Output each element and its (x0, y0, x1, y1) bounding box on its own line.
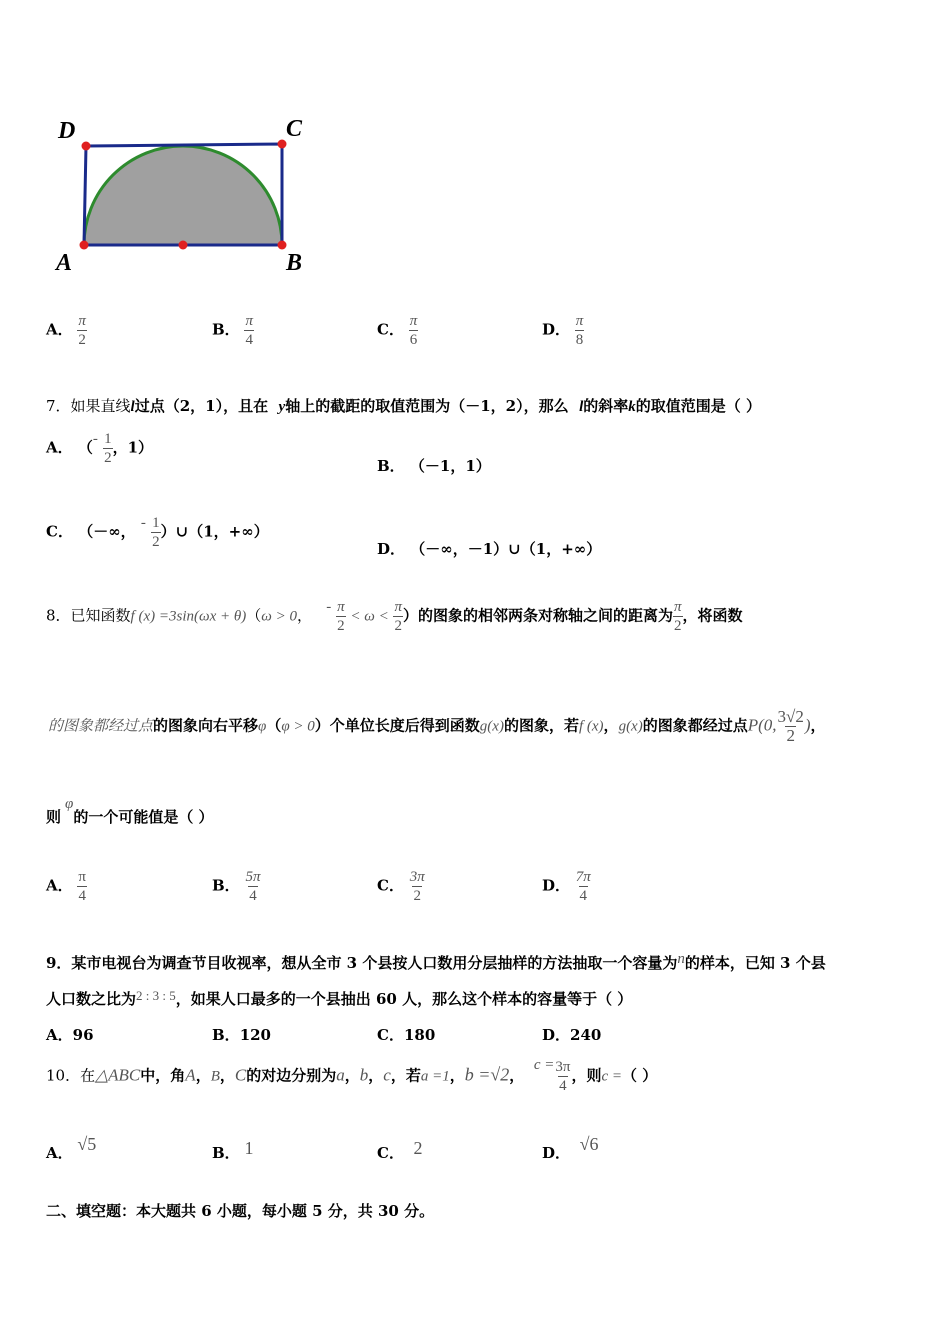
math-equation: c = (533, 1056, 555, 1073)
numerator: 3π (555, 1059, 571, 1075)
q8-stem-line1 (46, 598, 743, 635)
q8-text: （ (246, 606, 262, 625)
numerator: π (409, 313, 418, 329)
q8-option-c[interactable] (377, 868, 426, 905)
q8-stem-line2 (48, 708, 826, 745)
numerator: π (674, 599, 682, 615)
denominator: 2 (674, 618, 682, 634)
q7-stem (46, 395, 761, 416)
label-d: D (58, 118, 76, 144)
option-text: ，1） (112, 438, 154, 457)
point-midpoint (179, 241, 188, 250)
numerator: 7π (575, 869, 591, 885)
math-phi: φ (258, 718, 267, 735)
option-letter: A． (46, 1144, 73, 1162)
numerator: π (575, 313, 584, 329)
option-text: √6 (579, 1134, 599, 1154)
numerator: 3π (409, 869, 425, 885)
option-letter: A． (46, 320, 73, 339)
option-letter: D． (542, 1026, 571, 1044)
denominator: 2 (152, 534, 160, 550)
q8-text: 的一个可能值是（ ） (73, 808, 214, 826)
denominator: 4 (559, 1078, 567, 1094)
option-fraction (409, 312, 419, 349)
var-angle-c: C (234, 1065, 247, 1085)
option-fraction (575, 868, 592, 905)
var-l: l (130, 399, 135, 415)
numerator: π (245, 313, 253, 329)
denominator: 8 (575, 332, 584, 348)
q8-text: ， (296, 606, 312, 625)
math-fraction (336, 598, 346, 635)
denominator: 2 (337, 618, 345, 634)
denominator: 2 (104, 450, 112, 466)
q10-text: ，若 (390, 1066, 421, 1085)
q10-text: ， (368, 1066, 384, 1085)
denominator: 4 (249, 888, 257, 904)
option-letter: D． (377, 540, 406, 558)
q10-text: ， (509, 1066, 525, 1085)
q10-text: ， (449, 1066, 465, 1085)
var-y: y (278, 399, 286, 415)
q10-text: ， (195, 1066, 211, 1085)
option-fraction (409, 868, 426, 905)
option-text: 240 (570, 1026, 602, 1044)
numerator: π (78, 313, 86, 329)
q9-option-a[interactable] (46, 1024, 94, 1045)
math-function: f (x) =3sin(ωx + θ) (130, 608, 247, 625)
option-fraction (77, 312, 87, 349)
q10-text: 中，角 (140, 1066, 186, 1085)
numerator: 1 (152, 515, 160, 531)
option-letter: B． (212, 1026, 240, 1044)
option-text: √5 (77, 1134, 97, 1154)
q8-text: ， (810, 716, 826, 735)
q7-option-c[interactable] (46, 514, 269, 551)
math-phi: φ (65, 796, 74, 812)
var-a: a (336, 1065, 345, 1085)
option-letter: C． (377, 876, 404, 895)
option-letter: B． (212, 320, 240, 339)
math-fraction (777, 708, 805, 745)
option-text: 1 (244, 1138, 254, 1158)
option-fraction (151, 514, 161, 551)
q7-text: 的取值范围是（ ） (635, 397, 761, 415)
q8-text: 的图象都经过点 (642, 716, 748, 735)
var-l: l (579, 399, 584, 415)
q10-option-b[interactable] (212, 1138, 254, 1163)
point-a (80, 241, 89, 250)
q10-text: 10．在 (46, 1066, 96, 1085)
q9-option-c[interactable] (377, 1024, 435, 1045)
q10-option-c[interactable] (377, 1138, 423, 1163)
option-fraction (244, 312, 254, 349)
geometry-figure (50, 110, 320, 280)
option-letter: C． (377, 1026, 404, 1044)
q8-text: 的图象向右平移 (153, 716, 259, 735)
numerator: 5π (245, 869, 261, 885)
var-angle-a: A (185, 1065, 196, 1085)
math-equation: b =√2 (464, 1064, 510, 1085)
label-b: B (286, 250, 303, 276)
math-point: ) (804, 715, 811, 735)
math-equation: c = (601, 1068, 622, 1085)
q7-text: 7．如果直线 (46, 397, 131, 415)
q10-text: （ ） (621, 1066, 658, 1085)
point-b (278, 241, 287, 250)
q8-text: ）的图象的相邻两条对称轴之间的距离为 (403, 606, 674, 625)
math-point: P(0, (747, 715, 777, 735)
option-text: （－∞， (78, 522, 136, 541)
q10-text: ，则 (571, 1066, 602, 1085)
option-text: 2 (413, 1138, 423, 1158)
option-letter: C． (377, 1144, 404, 1162)
q10-text: ， (219, 1066, 235, 1085)
q8-text: ）个单位长度后得到函数 (314, 716, 480, 735)
option-letter: D． (542, 1144, 571, 1162)
option-letter: B． (212, 876, 240, 895)
q6-option-c[interactable] (377, 312, 418, 349)
denominator: 4 (579, 888, 588, 904)
q10-text: ， (344, 1066, 360, 1085)
option-fraction (244, 868, 261, 905)
label-c: C (286, 116, 303, 142)
option-text: 180 (403, 1026, 436, 1044)
minus-sign: - (326, 598, 332, 615)
q8-text: 的图象，若 (503, 716, 579, 735)
var-k: k (628, 399, 636, 415)
option-text: 120 (239, 1026, 271, 1044)
q8-option-d[interactable] (542, 868, 592, 905)
q9-text: ，如果人口最多的一个县抽出 60 人，那么这个样本的容量等于（ ） (175, 990, 633, 1008)
math-inequality: < ω < (350, 608, 389, 625)
option-letter: C． (377, 320, 404, 339)
q8-text: 8．已知函数 (46, 606, 131, 625)
denominator: 2 (413, 888, 421, 904)
q9-stem-line1 (46, 952, 826, 973)
q6-option-a[interactable] (46, 312, 87, 349)
math-fraction (673, 598, 683, 635)
q7-text: 轴上的截距的取值范围为（－1，2），那么 (285, 397, 569, 415)
option-letter: A． (46, 1026, 73, 1044)
math-condition: φ > 0 (281, 718, 315, 735)
q9-stem-line2 (46, 988, 632, 1009)
math-fraction (393, 598, 403, 635)
q6-option-b[interactable] (212, 312, 254, 349)
math-function: g(x) (618, 718, 643, 735)
var-c: c (383, 1065, 391, 1085)
math-ratio: 2 : 3 : 5 (136, 988, 176, 1003)
section-heading: 二、填空题：本大题共 6 小题，每小题 5 分，共 30 分。 (46, 1202, 435, 1220)
math-function: f (x) (578, 718, 604, 735)
numerator: π (394, 599, 402, 615)
math-condition: ω > 0 (261, 608, 297, 625)
q7-option-b[interactable] (377, 455, 491, 476)
label-a: A (56, 250, 73, 276)
q10-stem (46, 1058, 657, 1095)
denominator: 2 (78, 332, 86, 348)
q8-text: 则 (46, 808, 62, 826)
denominator: 2 (394, 618, 402, 634)
option-letter: D． (542, 320, 571, 339)
option-fraction (575, 312, 585, 349)
denominator: 2 (786, 726, 795, 745)
q8-text: （ (266, 716, 282, 735)
option-fraction (77, 868, 87, 905)
q8-text: ， (603, 716, 619, 735)
q7-text: 的斜率 (583, 397, 629, 415)
var-n: n (677, 951, 685, 967)
option-text: （ (77, 438, 93, 457)
q8-option-b[interactable] (212, 868, 261, 905)
q10-option-a[interactable] (46, 1134, 97, 1163)
q9-text: 的样本，已知 3 个县 (684, 954, 826, 972)
numerator: π (78, 869, 86, 885)
option-letter: D． (542, 876, 571, 895)
denominator: 4 (245, 332, 253, 348)
option-letter: C． (46, 522, 73, 541)
minus-sign: - (140, 514, 146, 531)
var-angle-b: B (210, 1068, 220, 1085)
option-letter: A． (46, 438, 73, 457)
q10-option-d[interactable] (542, 1134, 599, 1163)
option-letter: B． (377, 457, 405, 475)
q8-option-a[interactable] (46, 868, 87, 905)
option-letter: B． (212, 1144, 240, 1162)
denominator: 4 (78, 888, 86, 904)
q7-option-a[interactable] (46, 430, 153, 467)
option-text: （－1，1） (409, 457, 491, 475)
option-text: （－∞，－1）∪（1，+∞） (410, 540, 602, 558)
q9-text: 9．某市电视台为调查节目收视率，想从全市 3 个县按人口数用分层抽样的方法抽取一个容量为 (46, 954, 678, 972)
q10-text: 的对边分别为 (246, 1066, 337, 1085)
option-letter: A． (46, 876, 73, 895)
math-function: g(x) (479, 718, 504, 735)
denominator: 6 (409, 332, 418, 348)
option-fraction (103, 430, 113, 467)
math-fraction (554, 1058, 571, 1095)
rectangle-semicircle-diagram (50, 110, 320, 280)
q9-option-d[interactable] (542, 1024, 601, 1045)
q6-option-d[interactable] (542, 312, 584, 349)
point-d (82, 142, 91, 151)
q9-text: 人口数之比为 (46, 990, 137, 1008)
option-text: ）∪（1，+∞） (160, 522, 269, 541)
numerator: 3√2 (777, 707, 804, 726)
q9-option-b[interactable] (212, 1024, 271, 1045)
var-b: b (359, 1065, 369, 1085)
option-text: 96 (72, 1026, 94, 1044)
numerator: 1 (104, 431, 112, 447)
q8-stem-line3 (46, 796, 214, 827)
q8-text: ，将函数 (682, 606, 743, 625)
minus-sign: - (92, 430, 98, 447)
q7-option-d[interactable] (377, 538, 601, 559)
math-equation: a =1 (420, 1068, 450, 1085)
math-function: 的图象都经过点 (48, 718, 154, 735)
q7-text: 过点（2，1），且在 (134, 397, 269, 415)
numerator: π (337, 599, 345, 615)
math-triangle: △ABC (95, 1065, 141, 1085)
semicircle-region (84, 146, 282, 245)
